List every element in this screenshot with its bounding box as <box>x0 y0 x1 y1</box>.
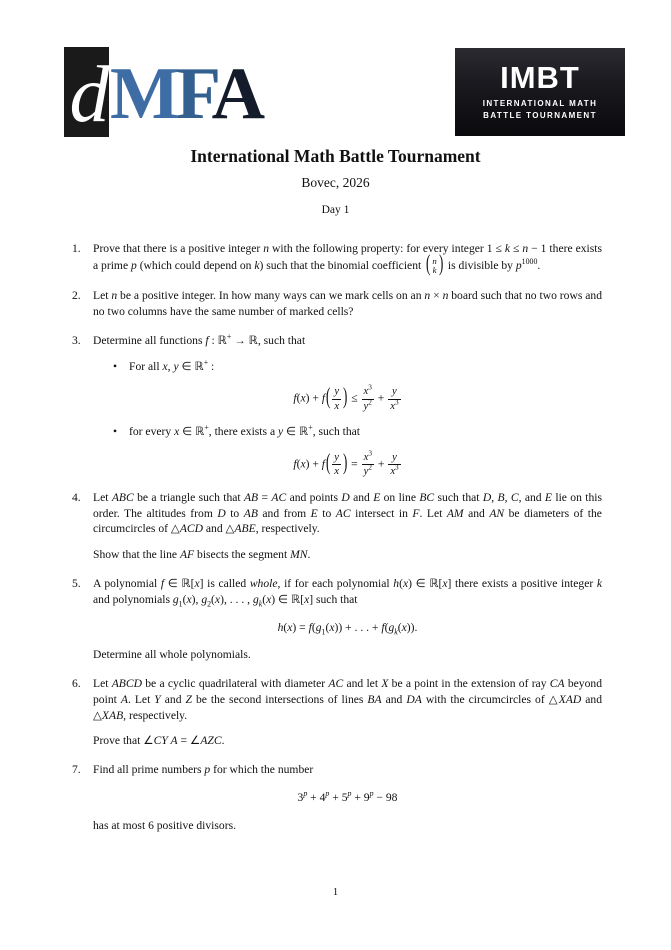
subscript <box>259 599 263 608</box>
math-variable: MN <box>290 548 308 562</box>
open-paren: ( <box>325 449 331 475</box>
close-paren: ) <box>343 384 348 410</box>
fraction <box>332 452 341 477</box>
dmfa-letter-d: d <box>69 51 110 139</box>
math-variable: XAB <box>101 708 124 722</box>
problem-paragraph: Prove that there is a positive integer n with the following property: for every integer 1 ≤ k ≤ n − 1 there exists a prime p (which could depend on k) such that the binomial coefficient ( n k ) is divisible by $p^{1000}$. <box>93 241 602 275</box>
math-variable: whole <box>249 576 278 590</box>
math-variable: y <box>363 399 369 412</box>
problem-paragraph: Let n be a positive integer. In how many ways can we mark cells on an n × n board such that no two rows and no two columns have the same number of marked cells? <box>93 289 602 319</box>
problem-body <box>93 676 602 749</box>
math-variable: E <box>310 506 318 520</box>
math-variable: BA <box>367 692 382 706</box>
problem-number: 2. <box>72 289 81 303</box>
page-subtitle: Bovec, 2026 <box>301 175 370 190</box>
math-variable: f <box>205 333 209 347</box>
superscript <box>325 789 329 798</box>
subscript <box>394 627 398 636</box>
math-variable: y <box>173 359 179 373</box>
problem-paragraph: A polynomial f ∈ ℝ[x] is called whole, if for each polynomial h(x) ∈ ℝ[x] there exists a positive integer k and polynomials $g_1(x)$, $g_2(x)$, . . . , $g_k(x)$ ∈ ℝ[x] such that <box>93 576 602 609</box>
dmfa-letter-a: A <box>211 53 262 135</box>
math-variable: X <box>381 677 389 691</box>
math-variable: y <box>363 464 369 477</box>
dmfa-logo <box>64 47 261 137</box>
problem-item <box>72 576 602 663</box>
imbt-acronym: IMBT <box>500 60 580 95</box>
fraction-numerator <box>362 383 374 398</box>
math-variable: x <box>287 620 293 634</box>
math-variable: Z <box>185 692 192 706</box>
math-variable: x <box>304 592 310 606</box>
problem-number: 5. <box>72 576 81 590</box>
problem-paragraph: has at most 6 positive divisors. <box>93 818 236 832</box>
math-variable: B <box>497 490 505 504</box>
problem-body <box>93 288 602 320</box>
open-paren: ( <box>326 384 331 410</box>
fraction-numerator <box>388 386 400 398</box>
math-variable: AC <box>335 506 351 520</box>
superscript: 3 <box>394 397 399 406</box>
bullet-text: for every x ∈ ℝ+, there exists a y ∈ ℝ+, such that <box>129 422 361 438</box>
math-variable: x <box>402 576 409 590</box>
superscript <box>303 789 307 798</box>
problem-number: 7. <box>72 763 81 777</box>
binomial-coefficient <box>425 251 444 277</box>
bullet-item <box>113 359 602 375</box>
math-variable: f <box>381 620 385 634</box>
problem-item <box>72 490 602 563</box>
bullet-marker: • <box>113 359 118 373</box>
fraction <box>388 386 400 411</box>
math-variable: n <box>522 242 529 255</box>
superscript: + <box>226 331 232 341</box>
open-paren: ( <box>426 251 431 277</box>
math-variable: F <box>412 506 420 520</box>
problem-number: 1. <box>72 242 81 255</box>
fraction-denominator <box>362 464 374 477</box>
problem-paragraph: Show that the line AF bisects the segment MN. <box>93 548 311 562</box>
math-variable: AB <box>243 490 259 504</box>
math-variable: x <box>300 391 306 405</box>
math-variable: C <box>510 490 519 504</box>
math-variable: x <box>390 399 395 412</box>
problem-body <box>93 333 602 477</box>
problem-body <box>93 576 602 663</box>
problem-body <box>93 241 602 275</box>
problem-item <box>72 762 602 833</box>
math-variable: A <box>120 692 128 706</box>
math-variable: x <box>329 620 335 634</box>
math-variable: AF <box>179 548 195 562</box>
problem-item <box>72 288 602 320</box>
dmfa-logo-black-box <box>64 47 109 137</box>
math-variable: x <box>334 464 340 477</box>
problem-number: 4. <box>72 490 81 504</box>
math-variable: k <box>258 599 263 609</box>
problem-body <box>93 490 602 563</box>
math-variable: p <box>204 763 211 777</box>
superscript: 3 <box>395 463 399 472</box>
math-variable: x <box>390 464 396 477</box>
subscript: 2 <box>207 599 212 609</box>
fraction <box>388 452 400 477</box>
problem-paragraph: Determine all whole polynomials. <box>93 648 251 662</box>
fraction-numerator <box>362 448 374 464</box>
superscript: + <box>204 422 209 432</box>
math-variable: f <box>293 391 297 405</box>
fraction-denominator <box>332 399 341 412</box>
math-variable: CY A <box>153 734 178 748</box>
fraction-denominator <box>388 399 400 412</box>
display-math: $3^p + 4^p + 5^p + 9^p - 98$ <box>297 789 398 804</box>
math-variable: x <box>300 456 306 470</box>
problem-paragraph: Find all prime numbers p for which the number <box>93 763 314 777</box>
math-variable: k <box>254 258 260 272</box>
math-variable: h <box>393 576 400 590</box>
math-variable: E <box>544 490 552 504</box>
math-variable: y <box>392 385 397 398</box>
page-number: 1 <box>332 886 339 898</box>
math-variable: BC <box>419 490 435 504</box>
math-variable: p <box>347 789 352 798</box>
superscript <box>348 789 352 798</box>
imbt-logo <box>455 48 625 136</box>
math-variable: ABC <box>111 490 134 504</box>
math-variable: y <box>334 385 340 398</box>
fraction-numerator <box>332 452 341 464</box>
math-variable: p <box>369 789 374 798</box>
fraction <box>332 386 341 411</box>
math-variable: f <box>308 620 312 634</box>
math-variable: p <box>303 789 308 798</box>
math-variable: x <box>162 359 168 373</box>
problem-body <box>93 762 602 833</box>
math-variable: p <box>515 258 522 272</box>
math-variable: x <box>363 385 369 398</box>
close-paren: ) <box>342 449 348 475</box>
superscript: 3 <box>368 383 372 392</box>
math-variable: k <box>596 576 602 590</box>
superscript: + <box>308 422 313 432</box>
math-variable: E <box>373 490 381 504</box>
display-math: f(x) + f( $\frac{y}{x}$ ) = $\frac{x^3}{y^2}$ + $\frac{y}{x^3}$ <box>93 452 602 477</box>
math-variable: ABCD <box>111 677 142 691</box>
problem-item <box>72 676 602 749</box>
binomial-bottom: k <box>432 265 437 276</box>
math-variable: n <box>111 289 118 303</box>
math-variable: p <box>131 258 137 272</box>
math-variable: f <box>321 456 326 470</box>
math-variable: n <box>424 289 431 303</box>
bullet-item <box>113 424 602 440</box>
problem-item <box>72 241 602 275</box>
math-variable: y <box>334 450 340 463</box>
math-variable: g <box>201 592 208 606</box>
binomial-stack <box>431 257 437 276</box>
math-variable: f <box>293 456 297 470</box>
problem-number: 6. <box>72 677 81 691</box>
problem-paragraph: Prove that ∠CY A = ∠AZC. <box>93 734 225 748</box>
superscript: 2 <box>368 397 372 406</box>
fraction-denominator <box>362 399 374 412</box>
math-variable: x <box>186 592 192 606</box>
math-variable: D <box>482 490 492 504</box>
math-variable: AM <box>446 506 464 520</box>
fraction <box>362 448 374 477</box>
imbt-subtitle <box>483 98 598 122</box>
math-variable: h <box>277 620 284 634</box>
math-variable: g <box>388 620 395 634</box>
display-math: $h(x) = f(g_1(x))$ + . . . + $f(g_k(x))$. <box>277 620 418 636</box>
title-block <box>0 146 671 216</box>
math-variable: D <box>341 490 350 504</box>
math-variable: f <box>321 391 326 405</box>
math-variable: DA <box>406 692 422 706</box>
problem-paragraph: Let ABCD be a cyclic quadrilateral with diameter AC and let X be a point in the extension of ray CA beyond point A. Let Y and Z be the second intersections of lines BA and DA with the circumcircles of △XAD and △XAB, respectively. <box>93 677 603 722</box>
imbt-subtitle-line1: INTERNATIONAL MATH <box>482 99 598 108</box>
math-variable: ABE <box>234 522 256 536</box>
math-variable: XAD <box>558 692 582 706</box>
page-title: International Math Battle Tournament <box>190 146 481 166</box>
bullet-marker: • <box>113 424 118 438</box>
close-paren: ) <box>438 251 444 277</box>
binomial-top: n <box>432 255 437 266</box>
math-variable: n <box>442 289 449 303</box>
math-variable: CA <box>549 677 565 691</box>
dmfa-letter-f: F <box>175 53 212 135</box>
fraction <box>362 383 374 412</box>
math-variable: x <box>363 450 369 463</box>
superscript: 3 <box>368 448 372 457</box>
math-variable: n <box>263 242 270 255</box>
bullet-text: For all x, y ∈ ℝ+ : <box>129 357 215 373</box>
math-variable: D <box>217 506 226 520</box>
math-variable: y <box>277 424 284 438</box>
math-variable: x <box>442 576 448 590</box>
problems-list <box>72 241 602 846</box>
fraction-denominator <box>332 464 341 477</box>
superscript: + <box>203 357 209 367</box>
math-variable: ACD <box>179 522 203 536</box>
math-variable: f <box>160 576 165 590</box>
fraction-numerator <box>388 452 400 464</box>
display-math: f(x) + f( $\frac{y}{x}$ ) ≤ $\frac{x^3}{y^2}$ + $\frac{y}{x^3}$ <box>93 386 602 411</box>
math-variable: x <box>334 399 340 412</box>
math-variable: AC <box>271 490 287 504</box>
superscript <box>370 789 374 798</box>
problem-number: 3. <box>72 333 81 347</box>
math-variable: AB <box>243 506 258 520</box>
math-variable: x <box>401 620 407 634</box>
dmfa-letter-m: M <box>110 53 176 135</box>
math-variable: x <box>266 592 272 606</box>
subscript: 1 <box>321 626 326 636</box>
fraction-denominator <box>388 464 400 477</box>
superscript: 1000 <box>521 256 538 266</box>
imbt-subtitle-line2: BATTLE TOURNAMENT <box>483 111 597 120</box>
math-variable: AN <box>489 506 505 520</box>
math-variable: AC <box>328 677 344 691</box>
subscript: 1 <box>178 599 183 609</box>
superscript: 2 <box>368 463 372 472</box>
math-variable: AZC <box>200 734 222 748</box>
math-variable: x <box>194 576 200 590</box>
math-variable: y <box>392 450 397 463</box>
math-variable: g <box>252 592 259 606</box>
dmfa-letters <box>110 51 261 137</box>
day-label: Day 1 <box>321 204 350 216</box>
math-variable: k <box>504 242 511 255</box>
problem-item <box>72 333 602 477</box>
fraction-numerator <box>332 386 341 398</box>
math-variable: g <box>172 592 179 606</box>
math-variable: g <box>315 620 322 634</box>
math-variable: x <box>174 424 180 438</box>
problem-paragraph: Let ABC be a triangle such that AB = AC and points D and E on line BC such that D, B, C, and E lie on this order. The altitudes from D to AB and from E to AC intersect in F. Let AM and AN be diameters of the circumcircles of △ACD and △ABE, respectively. <box>93 490 602 536</box>
math-variable: Y <box>154 692 161 706</box>
math-variable: p <box>325 789 330 798</box>
math-variable: x <box>214 592 221 606</box>
math-variable: k <box>394 626 398 636</box>
problem-paragraph: Determine all functions f : ℝ+ → ℝ, such that <box>93 331 306 347</box>
